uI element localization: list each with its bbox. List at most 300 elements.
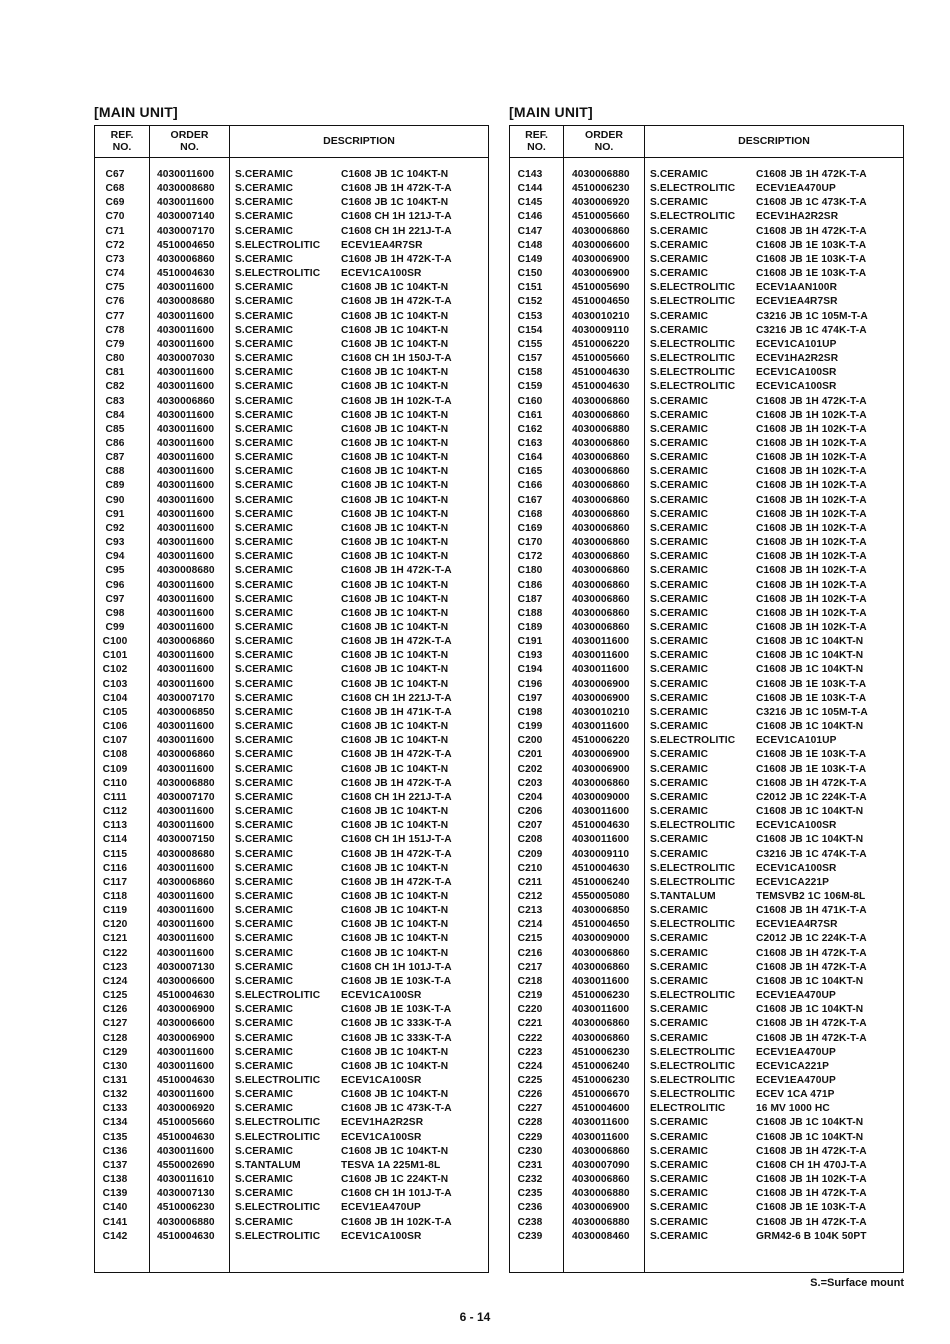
cell-part: C1608 JB 1E 103K-T-A <box>341 1004 452 1016</box>
cell-ref: C213 <box>517 905 543 917</box>
cell-part: C1608 JB 1C 104KT-N <box>341 820 449 832</box>
cell-type: S.CERAMIC <box>235 211 294 223</box>
cell-type: S.CERAMIC <box>235 947 294 959</box>
cell-order: 4030006860 <box>572 537 630 549</box>
cell-ref: C229 <box>517 1131 543 1143</box>
parts-rows <box>95 168 488 1244</box>
table-row <box>510 210 903 224</box>
cell-ref: C154 <box>517 324 543 336</box>
cell-part: ECEV1CA100SR <box>756 820 837 832</box>
cell-order: 4030011600 <box>157 551 215 563</box>
cell-type: S.CERAMIC <box>650 480 709 492</box>
cell-type: S.CERAMIC <box>235 452 294 464</box>
cell-type: S.CERAMIC <box>650 1188 709 1200</box>
table-row <box>510 1074 903 1088</box>
cell-order: 4030011600 <box>157 1046 215 1058</box>
cell-part: C1608 JB 1C 104KT-N <box>341 494 449 506</box>
cell-part: C1608 JB 1C 104KT-N <box>341 338 449 350</box>
table-row <box>95 1145 488 1159</box>
cell-order: 4030011600 <box>572 834 630 846</box>
cell-type: S.CERAMIC <box>650 806 709 818</box>
cell-type: ELECTROLITIC <box>650 1103 726 1115</box>
cell-ref: C106 <box>102 721 128 733</box>
cell-type: S.CERAMIC <box>650 1145 709 1157</box>
cell-ref: C151 <box>517 282 543 294</box>
cell-part: C1608 CH 1H 221J-T-A <box>341 791 452 803</box>
cell-order: 4030006850 <box>157 706 215 718</box>
table-row <box>510 295 903 309</box>
cell-ref: C239 <box>517 1230 543 1242</box>
cell-order: 4030006900 <box>572 749 630 761</box>
cell-ref: C141 <box>102 1216 128 1228</box>
cell-type: S.ELECTROLITIC <box>650 820 736 832</box>
table-row <box>95 494 488 508</box>
cell-order: 4030011600 <box>572 1004 630 1016</box>
cell-part: C1608 JB 1C 104KT-N <box>341 721 449 733</box>
cell-part: C1608 JB 1H 472K-T-A <box>341 777 452 789</box>
cell-ref: C109 <box>102 763 128 775</box>
cell-part: C1608 JB 1C 104KT-N <box>341 466 449 478</box>
cell-order: 4550005080 <box>572 890 630 902</box>
cell-order: 4030008680 <box>157 565 215 577</box>
cell-ref: C125 <box>102 990 128 1002</box>
cell-type: S.CERAMIC <box>650 169 709 180</box>
table-row <box>95 1201 488 1215</box>
cell-type: S.CERAMIC <box>235 310 294 322</box>
table-row <box>95 791 488 805</box>
cell-ref: C92 <box>105 522 125 534</box>
cell-order: 4030006880 <box>572 169 630 180</box>
cell-part: ECEV1EA4R7SR <box>756 919 838 931</box>
cell-ref: C129 <box>102 1046 128 1058</box>
cell-part: ECEV1CA221P <box>756 1060 830 1072</box>
cell-type: S.ELECTROLITIC <box>235 1075 321 1086</box>
table-row <box>510 720 903 734</box>
cell-type: S.CERAMIC <box>235 636 294 648</box>
cell-part: C1608 JB 1C 104KT-N <box>756 806 864 818</box>
cell-ref: C128 <box>102 1032 128 1044</box>
table-row <box>510 734 903 748</box>
cell-order: 4030006860 <box>572 466 630 478</box>
description-header: DESCRIPTION <box>738 135 810 147</box>
cell-part: C1608 JB 1H 472K-T-A <box>341 253 452 265</box>
cell-part: C1608 JB 1E 103K-T-A <box>756 1202 867 1214</box>
cell-type: S.CERAMIC <box>650 692 709 704</box>
table-row <box>95 536 488 550</box>
table-row <box>95 196 488 210</box>
table-row <box>510 338 903 352</box>
cell-part: C1608 JB 1C 104KT-N <box>341 324 449 336</box>
cell-ref: C68 <box>105 183 125 195</box>
cell-ref: C232 <box>517 1174 543 1186</box>
cell-type: S.CERAMIC <box>235 890 294 902</box>
cell-ref: C95 <box>105 565 125 577</box>
cell-part: C1608 JB 1H 102K-T-A <box>756 480 867 492</box>
cell-order: 4030006860 <box>572 452 630 464</box>
cell-order: 4030011600 <box>157 367 215 379</box>
cell-order: 4510004650 <box>572 919 630 931</box>
cell-ref: C180 <box>517 565 543 577</box>
cell-ref: C187 <box>517 593 543 605</box>
cell-ref: C207 <box>517 820 543 832</box>
table-row <box>95 932 488 946</box>
cell-part: C1608 JB 1C 104KT-N <box>341 593 449 605</box>
cell-ref: C198 <box>517 706 543 718</box>
table-row <box>95 352 488 366</box>
cell-type: S.CERAMIC <box>650 777 709 789</box>
cell-order: 4030006860 <box>572 522 630 534</box>
cell-part: C1608 JB 1C 104KT-N <box>756 636 864 648</box>
cell-part: C1608 JB 1C 104KT-N <box>341 664 449 676</box>
table-row <box>95 904 488 918</box>
cell-part: ECEV1CA101UP <box>756 338 837 350</box>
cell-ref: C228 <box>517 1117 543 1129</box>
cell-order: 4030006900 <box>572 692 630 704</box>
cell-part: C1608 JB 1C 224KT-N <box>341 1174 449 1186</box>
cell-ref: C145 <box>517 197 543 209</box>
cell-order: 4030008680 <box>157 296 215 308</box>
cell-ref: C136 <box>102 1145 128 1157</box>
cell-part: C1608 JB 1H 102K-T-A <box>756 409 867 421</box>
cell-type: S.CERAMIC <box>650 706 709 718</box>
table-row <box>95 734 488 748</box>
cell-type: S.CERAMIC <box>235 409 294 421</box>
cell-order: 4030011600 <box>157 933 215 945</box>
cell-type: S.CERAMIC <box>650 1004 709 1016</box>
cell-type: S.CERAMIC <box>650 1117 709 1129</box>
cell-order: 4030011600 <box>572 1131 630 1143</box>
cell-type: S.CERAMIC <box>235 522 294 534</box>
cell-ref: C93 <box>105 537 125 549</box>
cell-ref: C144 <box>517 183 543 195</box>
cell-type: S.CERAMIC <box>235 1089 294 1101</box>
cell-part: ECEV1EA470UP <box>756 990 836 1002</box>
table-row <box>95 508 488 522</box>
table-row <box>510 947 903 961</box>
cell-type: S.CERAMIC <box>235 820 294 832</box>
cell-order: 4030011600 <box>157 607 215 619</box>
cell-order: 4510004600 <box>572 1103 630 1115</box>
cell-type: S.CERAMIC <box>235 253 294 265</box>
cell-order: 4030011600 <box>157 806 215 818</box>
cell-order: 4030006860 <box>572 1032 630 1044</box>
cell-ref: C231 <box>517 1159 543 1171</box>
cell-type: S.CERAMIC <box>650 253 709 265</box>
cell-order: 4030011600 <box>157 169 215 180</box>
cell-part: ECEV 1CA 471P <box>756 1089 835 1101</box>
cell-order: 4030006880 <box>157 1216 215 1228</box>
cell-part: C1608 JB 1C 104KT-N <box>341 197 449 209</box>
cell-type: S.ELECTROLITIC <box>650 1089 736 1101</box>
table-row <box>95 1060 488 1074</box>
cell-order: 4030011600 <box>157 310 215 322</box>
cell-order: 4030011600 <box>157 381 215 393</box>
table-row <box>95 706 488 720</box>
cell-order: 4030006600 <box>157 1018 215 1030</box>
cell-order: 4030009000 <box>572 791 630 803</box>
cell-part: C1608 JB 1E 103K-T-A <box>756 763 867 775</box>
cell-type: S.CERAMIC <box>235 607 294 619</box>
table-row <box>510 479 903 493</box>
table-row <box>510 1032 903 1046</box>
cell-type: S.ELECTROLITIC <box>650 735 736 747</box>
cell-order: 4030011600 <box>157 905 215 917</box>
cell-type: S.CERAMIC <box>235 678 294 690</box>
cell-order: 4030010210 <box>572 310 630 322</box>
cell-ref: C79 <box>105 338 125 350</box>
cell-part: C1608 JB 1C 104KT-N <box>341 735 449 747</box>
cell-type: S.CERAMIC <box>235 395 294 407</box>
cell-type: S.CERAMIC <box>650 537 709 549</box>
cell-ref: C165 <box>517 466 543 478</box>
cell-part: C1608 JB 1C 104KT-N <box>341 806 449 818</box>
table-row <box>95 1216 488 1230</box>
cell-order: 4030006900 <box>157 1004 215 1016</box>
cell-order: 4030011600 <box>157 466 215 478</box>
cell-part: C1608 JB 1H 102K-T-A <box>756 437 867 449</box>
cell-part: C1608 JB 1C 104KT-N <box>341 480 449 492</box>
cell-part: C1608 JB 1C 104KT-N <box>341 1060 449 1072</box>
cell-ref: C168 <box>517 508 543 520</box>
table-row <box>510 451 903 465</box>
cell-type: S.CERAMIC <box>650 225 709 237</box>
cell-order: 4030011600 <box>572 664 630 676</box>
cell-part: ECEV1CA100SR <box>341 1131 422 1143</box>
table-row <box>510 1116 903 1130</box>
cell-part: C1608 JB 1H 472K-T-A <box>341 636 452 648</box>
cell-part: C1608 JB 1H 102K-T-A <box>341 1216 452 1228</box>
cell-part: C1608 JB 1H 472K-T-A <box>756 225 867 237</box>
order-no-header: ORDER NO. <box>170 129 209 153</box>
cell-part: C1608 JB 1E 103K-T-A <box>341 975 452 987</box>
cell-ref: C206 <box>517 806 543 818</box>
cell-order: 4030011600 <box>157 820 215 832</box>
cell-type: S.TANTALUM <box>650 890 716 902</box>
cell-type: S.CERAMIC <box>235 749 294 761</box>
table-row <box>95 805 488 819</box>
cell-order: 4030006860 <box>572 947 630 959</box>
cell-type: S.CERAMIC <box>235 423 294 435</box>
cell-order: 4030008460 <box>572 1230 630 1242</box>
table-row <box>510 975 903 989</box>
cell-ref: C189 <box>517 622 543 633</box>
table-row <box>95 862 488 876</box>
table-row <box>510 465 903 479</box>
table-row <box>510 748 903 762</box>
table-row <box>510 635 903 649</box>
table-row <box>95 479 488 493</box>
table-row <box>510 777 903 791</box>
cell-type: S.CERAMIC <box>235 791 294 803</box>
cell-ref: C100 <box>102 636 128 648</box>
cell-type: S.CERAMIC <box>650 565 709 577</box>
cell-ref: C91 <box>105 508 125 520</box>
cell-ref: C74 <box>105 268 125 280</box>
cell-part: C1608 JB 1E 103K-T-A <box>756 253 867 265</box>
cell-part: C1608 JB 1H 472K-T-A <box>756 1032 867 1044</box>
cell-part: C1608 JB 1H 472K-T-A <box>756 395 867 407</box>
cell-part: C1608 JB 1C 104KT-N <box>341 310 449 322</box>
cell-ref: C72 <box>105 239 125 251</box>
cell-part: C1608 JB 1H 102K-T-A <box>756 565 867 577</box>
cell-ref: C172 <box>517 551 543 563</box>
cell-order: 4030011600 <box>157 508 215 520</box>
table-row <box>510 267 903 281</box>
cell-part: ECEV1HA2R2SR <box>341 1117 424 1129</box>
cell-type: S.CERAMIC <box>235 466 294 478</box>
cell-order: 4030011600 <box>572 975 630 987</box>
cell-type: S.CERAMIC <box>650 975 709 987</box>
cell-type: S.CERAMIC <box>235 1060 294 1072</box>
cell-part: ECEV1CA100SR <box>756 862 837 874</box>
cell-order: 4030006860 <box>157 876 215 888</box>
cell-part: C1608 JB 1H 472K-T-A <box>341 848 452 860</box>
cell-order: 4030011600 <box>572 721 630 733</box>
parts-table-left <box>94 125 489 1273</box>
cell-type: S.ELECTROLITIC <box>650 183 736 195</box>
table-row <box>510 805 903 819</box>
table-row <box>510 819 903 833</box>
cell-type: S.ELECTROLITIC <box>650 919 736 931</box>
cell-ref: C152 <box>517 296 543 308</box>
cell-order: 4030006860 <box>157 395 215 407</box>
table-row <box>95 649 488 663</box>
cell-type: S.CERAMIC <box>235 324 294 336</box>
cell-order: 4030006600 <box>157 975 215 987</box>
cell-ref: C221 <box>517 1018 543 1030</box>
cell-type: S.CERAMIC <box>650 522 709 534</box>
order-no-header: ORDER NO. <box>585 129 623 153</box>
cell-type: S.CERAMIC <box>235 537 294 549</box>
cell-type: S.CERAMIC <box>650 749 709 761</box>
cell-ref: C67 <box>105 169 125 180</box>
cell-type: S.CERAMIC <box>235 1046 294 1058</box>
cell-ref: C111 <box>103 791 127 803</box>
cell-type: S.CERAMIC <box>235 437 294 449</box>
cell-ref: C97 <box>105 593 125 605</box>
cell-part: C1608 JB 1C 104KT-N <box>341 282 449 294</box>
cell-part: C1608 JB 1E 103K-T-A <box>756 692 867 704</box>
cell-order: 4030011600 <box>157 494 215 506</box>
cell-order: 4030006900 <box>572 253 630 265</box>
cell-order: 4030006860 <box>572 593 630 605</box>
cell-order: 4030006860 <box>572 395 630 407</box>
cell-type: S.CERAMIC <box>650 579 709 591</box>
cell-ref: C148 <box>517 239 543 251</box>
cell-ref: C115 <box>102 848 128 860</box>
cell-order: 4550002690 <box>157 1159 215 1171</box>
cell-order: 4030006920 <box>157 1103 215 1115</box>
cell-order: 4030008680 <box>157 183 215 195</box>
cell-type: S.ELECTROLITIC <box>650 353 736 365</box>
cell-order: 4030006900 <box>572 763 630 775</box>
cell-part: C1608 JB 1C 104KT-N <box>341 1145 449 1157</box>
cell-type: S.CERAMIC <box>650 947 709 959</box>
table-row <box>95 1159 488 1173</box>
cell-ref: C137 <box>102 1159 128 1171</box>
table-row <box>95 819 488 833</box>
cell-order: 4030011600 <box>157 522 215 534</box>
cell-part: C2012 JB 1C 224K-T-A <box>756 791 867 803</box>
cell-type: S.TANTALUM <box>235 1159 301 1171</box>
cell-type: S.CERAMIC <box>235 579 294 591</box>
cell-order: 4030011600 <box>572 1117 630 1129</box>
table-row <box>95 324 488 338</box>
cell-type: S.CERAMIC <box>235 1018 294 1030</box>
cell-ref: C227 <box>517 1103 543 1115</box>
cell-ref: C75 <box>105 282 125 294</box>
table-row <box>95 663 488 677</box>
cell-part: ECEV1CA100SR <box>341 1075 422 1086</box>
cell-order: 4510004630 <box>157 1131 215 1143</box>
cell-order: 4030006860 <box>572 494 630 506</box>
table-row <box>510 536 903 550</box>
cell-part: C1608 CH 1H 151J-T-A <box>341 834 452 846</box>
cell-ref: C223 <box>517 1046 543 1058</box>
table-row <box>95 1173 488 1187</box>
cell-part: C1608 JB 1C 333K-T-A <box>341 1018 452 1030</box>
table-row <box>510 182 903 196</box>
cell-type: S.CERAMIC <box>650 791 709 803</box>
cell-order: 4030006600 <box>572 239 630 251</box>
cell-ref: C127 <box>102 1018 128 1030</box>
cell-ref: C220 <box>517 1004 543 1016</box>
table-row <box>510 621 903 635</box>
table-row <box>510 876 903 890</box>
cell-ref: C83 <box>105 395 125 407</box>
cell-type: S.CERAMIC <box>235 565 294 577</box>
table-row <box>95 1230 488 1244</box>
cell-order: 4510006230 <box>572 1075 630 1086</box>
cell-order: 4030010210 <box>572 706 630 718</box>
cell-type: S.ELECTROLITIC <box>235 1230 321 1242</box>
cell-ref: C88 <box>105 466 125 478</box>
cell-part: ECEV1CA100SR <box>341 1230 422 1242</box>
cell-ref: C118 <box>102 890 128 902</box>
cell-ref: C140 <box>102 1202 128 1214</box>
cell-order: 4030006860 <box>157 749 215 761</box>
cell-ref: C73 <box>105 253 125 265</box>
cell-part: C1608 JB 1C 104KT-N <box>341 452 449 464</box>
cell-type: S.CERAMIC <box>235 975 294 987</box>
cell-ref: C224 <box>517 1060 543 1072</box>
cell-type: S.CERAMIC <box>235 664 294 676</box>
cell-order: 4030011600 <box>157 282 215 294</box>
table-row <box>510 1003 903 1017</box>
cell-type: S.CERAMIC <box>235 197 294 209</box>
cell-part: C1608 JB 1H 472K-T-A <box>756 961 867 973</box>
table-row <box>95 833 488 847</box>
cell-part: ECEV1EA470UP <box>756 1046 836 1058</box>
cell-ref: C142 <box>102 1230 128 1242</box>
cell-ref: C131 <box>102 1075 128 1086</box>
cell-type: S.ELECTROLITIC <box>650 1075 736 1086</box>
cell-ref: C150 <box>517 268 543 280</box>
cell-type: S.ELECTROLITIC <box>650 1046 736 1058</box>
cell-order: 4030011600 <box>157 763 215 775</box>
parts-table-right <box>509 125 904 1273</box>
cell-order: 4510004630 <box>572 862 630 874</box>
cell-order: 4030011600 <box>157 480 215 492</box>
cell-ref: C132 <box>102 1089 128 1101</box>
table-row <box>95 437 488 451</box>
cell-part: ECEV1EA470UP <box>756 183 836 195</box>
cell-part: C1608 JB 1H 472K-T-A <box>756 169 867 180</box>
cell-ref: C238 <box>517 1216 543 1228</box>
table-row <box>510 932 903 946</box>
table-row <box>510 522 903 536</box>
cell-order: 4030009110 <box>572 848 630 860</box>
